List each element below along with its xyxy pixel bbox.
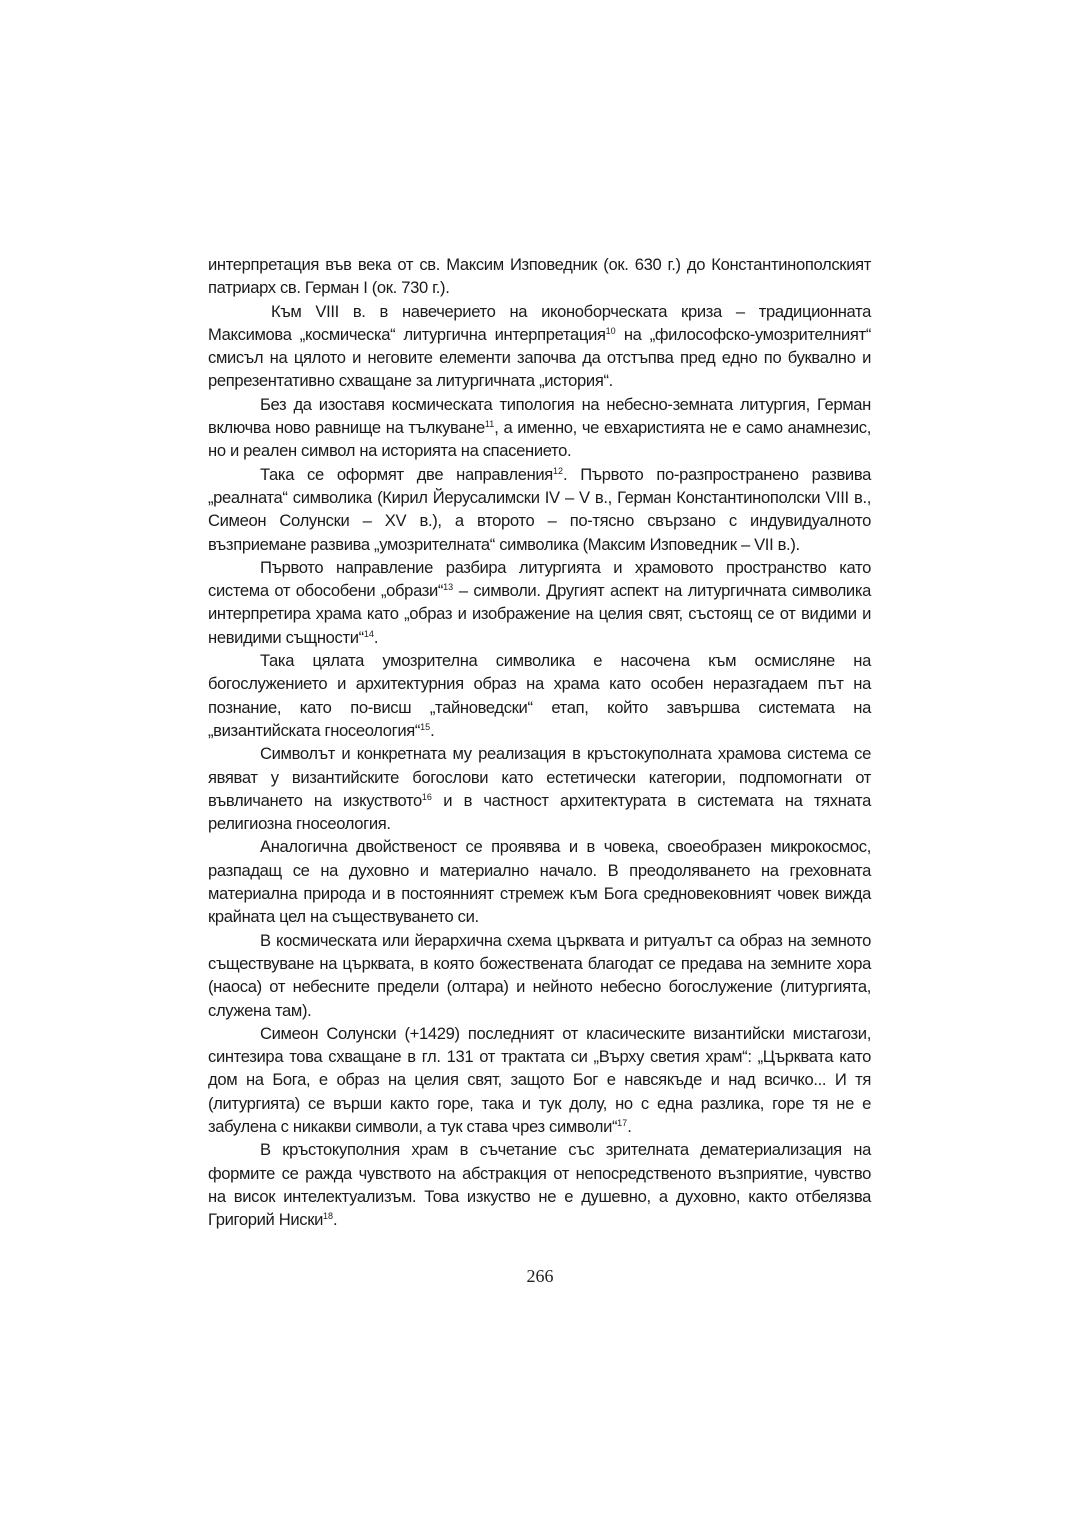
- paragraph: [208, 835, 871, 928]
- text-run: В космическата или йерархична схема църквата и ритуалът са образ на земното съществуване на църквата, в която божествената благодат се предава на земните хора (наоса) от небесните предели (олтара) и нейното небесно богослужение (литургията, служена там).: [208, 930, 871, 1020]
- paragraph: [208, 1138, 871, 1231]
- text-run: Символът и конкретната му реализация в кръстокуполната храмова система се явяват у византийските богослови като естетически категории, подпомогнати от въвличането на изкуството: [208, 744, 871, 810]
- text-run: Така се оформят две направления: [260, 464, 553, 484]
- text-run: .: [373, 627, 379, 647]
- footnote-ref: 11: [484, 419, 495, 430]
- text-run: Симеон Солунски (+1429) последният от класическите византийски мистагози, синтезира това схващане в гл. 131 от трактата си „Върху светия храм“: „Църквата като дом на Бога, е образ на целия свят, защото Бог е навсякъде и над всичко... И тя (литургията) се върши както горе, така и тук долу, но с една разлика, горе тя не е забулена с никакви символи, а тук става чрез символи“: [208, 1023, 871, 1136]
- text-run: .: [627, 1116, 632, 1136]
- text-run: Така цялата умозрителна символика е насочена към осмисляне на богослужението и архитектурния образ на храма като особен неразгадаем път на познание, като по-висш „тайноведски“ етап, който завършва системата на „византийската гносеология“: [208, 651, 871, 740]
- paragraph: [208, 649, 871, 742]
- text-run: .: [430, 720, 435, 740]
- text-run: . Първото по-разпространено развива „реалната“ символика (Кирил Йерусалимски IV – V в., Герман Константинополски VIII в., Симеон Солунски – XV в.), а второто – по-тясно свързано с индувидуалното възприемане развива „умозрителната“ символика (Максим Изповедник – VII в.).: [208, 464, 871, 554]
- text-run: Аналогична двойственост се проявява и в човека, своеобразен микрокосмос, разпадащ се на духовно и материално начало. В преодоляването на греховната материална природа и в постоянният стремеж към Бога средновековният човек вижда крайната цел на съществуването си.: [208, 837, 871, 927]
- text-run: Без да изоставя космическата типология на небесно-земната литургия, Герман включва ново равнище на тълкуване: [208, 394, 871, 438]
- body-text: [208, 253, 871, 1231]
- footnote-ref: 16: [421, 791, 432, 802]
- paragraph: [208, 253, 871, 300]
- footnote-ref: 13: [443, 582, 454, 593]
- text-run: на „философско-умозрителният“ смисъл на цялото и неговите елементи започва да отстъпва пред едно по буквално и репрезентативно схващане за литургичната „история“.: [208, 324, 871, 391]
- text-run: , а именно, че евхаристията не е само анамнезис, но и реален символ на историята на спасението.: [208, 418, 872, 461]
- text-run: – символи. Другият аспект на литургичната символика интерпретира храма като „образ и изображение на целия свят, състоящ се от видими и невидими същности“: [208, 581, 872, 647]
- text-run: Първото направление разбира литургията и храмовото пространство като система от обособени „образи“: [208, 557, 871, 601]
- footnote-ref: 17: [617, 1117, 628, 1128]
- page-number: 266: [526, 1266, 554, 1286]
- text-run: .: [333, 1210, 338, 1230]
- paragraph: [208, 929, 871, 1022]
- text-run: и в частност архитектурата в системата на тяхната религиозна гносеология.: [208, 790, 872, 834]
- text-run: интерпретация във века от св. Максим Изповедник (ок. 630 г.) до Константинополският патриарх св. Герман I (ок. 730 г.).: [208, 255, 871, 298]
- footnote-ref: 12: [552, 465, 563, 476]
- footnote-ref: 10: [605, 325, 616, 336]
- text-run: Към VIII в. в навечерието на иконоборческата криза – традиционната Максимова „космическа“ литургична интерпретация: [208, 301, 871, 344]
- paragraph: [208, 463, 871, 556]
- paragraph: [208, 556, 871, 649]
- footnote-ref: 18: [323, 1211, 334, 1222]
- footnote-ref: 15: [420, 721, 431, 732]
- paragraph: [208, 1022, 871, 1138]
- text-run: В кръстокуполния храм в съчетание със зрителната дематериализация на формите се ражда чувството на абстракция от непосредственото възприятие, чувство на висок интелектуализъм. Това изкуство не е душевно, а духовно, както отбелязва Григорий Ниски: [208, 1140, 871, 1230]
- footnote-ref: 14: [363, 628, 374, 639]
- paragraph: [208, 300, 871, 393]
- paragraph: [208, 742, 871, 835]
- paragraph: [208, 393, 871, 463]
